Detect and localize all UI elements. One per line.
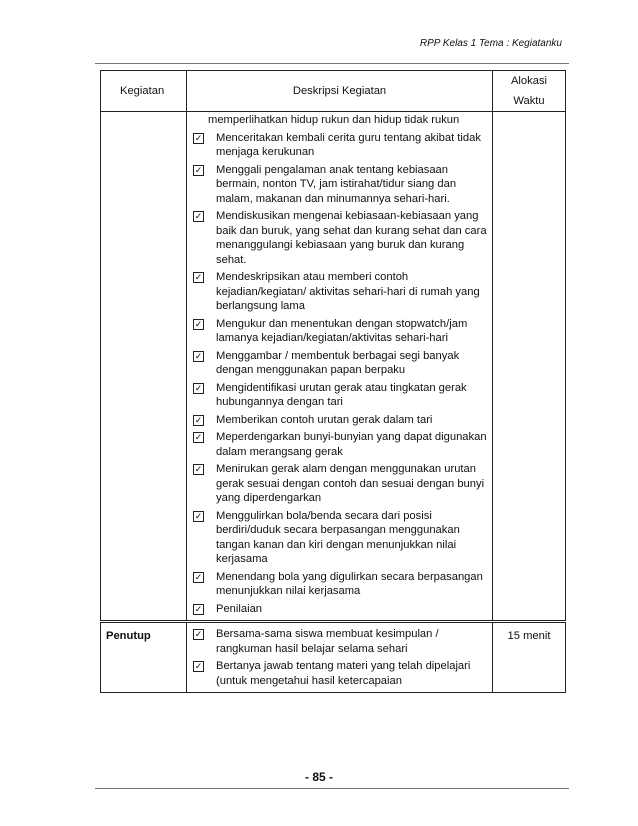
checkbox-checked-icon: ✓ — [194, 164, 203, 175]
list-item — [187, 413, 492, 428]
activity-table — [100, 70, 566, 693]
list-item-text: Menirukan gerak alam dengan menggunakan urutan gerak sesuai dengan contoh dan sesuai dengan bunyi yang diperdengarkan — [216, 463, 485, 504]
list-item — [187, 659, 492, 688]
list-item-text: Menggulirkan bola/benda secara dari posisi berdiri/duduk secara berpasangan menggunakan tangan kanan dan kiri dengan menunjukkan nilai kerjasama — [216, 509, 460, 565]
checkbox-checked-icon: ✓ — [194, 661, 203, 671]
closing-label: Penutup — [101, 622, 187, 693]
checkbox-checked-icon: ✓ — [194, 464, 203, 474]
closing-activity-row — [101, 622, 566, 693]
list-item-text: Menggambar / membentuk berbagai segi banyak dengan menggunakan papan berpaku — [216, 349, 460, 376]
header-kegiatan: Kegiatan — [101, 71, 187, 112]
list-item — [187, 462, 492, 506]
list-item-text: Mengidentifikasi urutan gerak atau tingkatan gerak hubungannya dengan tari — [216, 381, 467, 408]
header-divider — [95, 63, 569, 64]
checkbox-checked-icon: ✓ — [194, 603, 203, 614]
checkbox-checked-icon: ✓ — [194, 318, 203, 329]
checkbox-checked-icon: ✓ — [194, 629, 203, 639]
checkbox-checked-icon: ✓ — [194, 272, 203, 282]
running-header: RPP Kelas 1 Tema : Kegiatanku — [419, 38, 562, 49]
checkbox-checked-icon: ✓ — [194, 432, 203, 442]
list-item-text: Mengukur dan menentukan dengan stopwatch/jam lamanya kejadian/kegiatan/aktivitas sehari-hari — [216, 317, 468, 344]
list-item-text: Bertanya jawab tentang materi yang telah dipelajari (untuk mengetahui hasil ketercapaian — [216, 660, 471, 687]
list-item-text: Mendiskusikan mengenai kebiasaan-kebiasaan yang baik dan buruk, yang sehat dan kurang sehat dan cara menanggulangi kebiasaan yang buruk dan kurang sehat. — [216, 210, 487, 266]
list-item-text: Menendang bola yang digulirkan secara berpasangan menunjukkan nilai kerjasama — [216, 570, 483, 597]
header-alokasi-waktu — [493, 71, 566, 112]
list-item-text: Penilaian — [216, 602, 263, 615]
core-label-cell — [101, 112, 187, 622]
list-item-text: Memberikan contoh urutan gerak dalam tari — [216, 413, 433, 426]
checkbox-checked-icon: ✓ — [194, 510, 203, 521]
list-item-text: Menceritakan kembali cerita guru tentang akibat tidak menjaga kerukunan — [216, 131, 481, 158]
list-item — [187, 509, 492, 567]
list-item-text: Mendeskripsikan atau memberi contoh kejadian/kegiatan/ aktivitas sehari-hari di rumah yang berlangsung lama — [216, 271, 480, 312]
continued-text: memperlihatkan hidup rukun dan hidup tidak rukun — [208, 114, 460, 126]
list-item-text: Meperdengarkan bunyi-bunyian yang dapat digunakan dalam merangsang gerak — [216, 431, 487, 458]
checkbox-checked-icon: ✓ — [194, 571, 203, 582]
list-item — [187, 602, 492, 617]
list-item-text: Menggali pengalaman anak tentang kebiasaan bermain, nonton TV, jam istirahat/tidur siang dan malam, makanan dan minumannya sehari-hari. — [216, 163, 457, 205]
list-item — [187, 131, 492, 160]
list-item — [187, 209, 492, 267]
checkbox-checked-icon: ✓ — [194, 211, 203, 221]
core-item-list — [187, 131, 492, 617]
list-item — [187, 163, 492, 207]
core-description-cell — [187, 112, 493, 622]
closing-time: 15 menit — [493, 622, 566, 693]
core-time-cell — [493, 112, 566, 622]
checkbox-checked-icon: ✓ — [194, 132, 203, 143]
core-activity-row — [101, 112, 566, 622]
list-item — [187, 270, 492, 314]
header-deskripsi: Deskripsi Kegiatan — [187, 71, 493, 112]
list-item — [187, 430, 492, 459]
list-item — [187, 570, 492, 599]
table-header-row — [101, 71, 566, 112]
closing-description-cell — [187, 622, 493, 693]
footer-divider — [95, 788, 569, 789]
checkbox-checked-icon: ✓ — [194, 414, 203, 425]
list-item — [187, 627, 492, 656]
checkbox-checked-icon: ✓ — [194, 350, 203, 361]
page-number: - 85 - — [304, 770, 333, 784]
list-item — [187, 381, 492, 410]
header-alokasi-line1: Alokasi — [510, 75, 548, 87]
header-alokasi-line2: Waktu — [513, 95, 545, 107]
list-item-text: Bersama-sama siswa membuat kesimpulan / rangkuman hasil belajar selama sehari — [216, 628, 439, 655]
checkbox-checked-icon: ✓ — [194, 382, 203, 393]
closing-item-list — [187, 627, 492, 688]
list-item — [187, 317, 492, 346]
list-item — [187, 349, 492, 378]
